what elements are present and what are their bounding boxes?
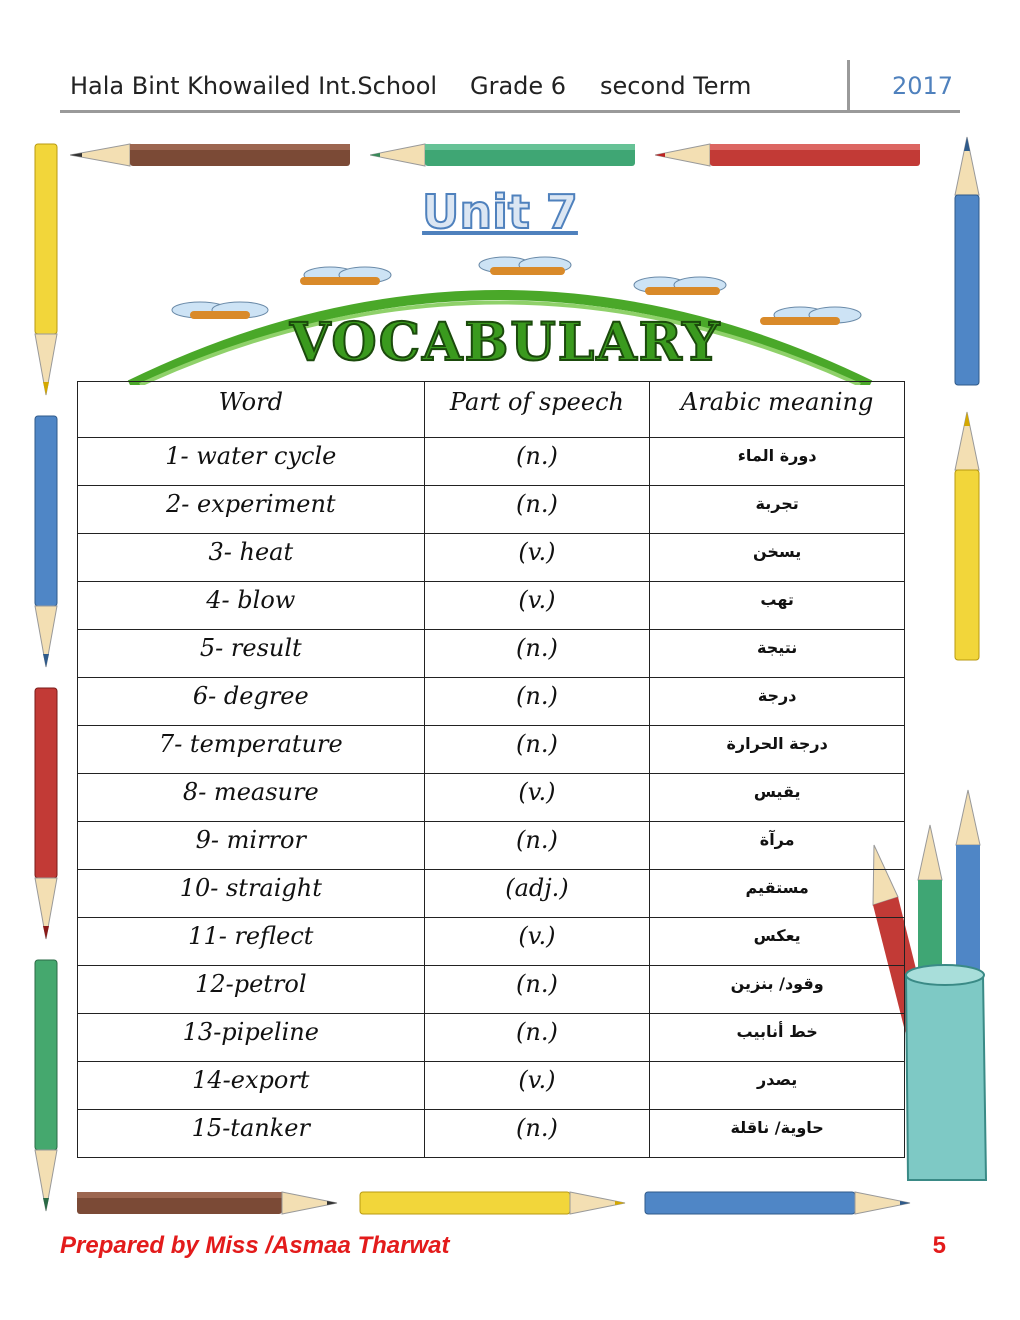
table-row xyxy=(78,966,905,1014)
table-row xyxy=(78,918,905,966)
arabic-cell: درجة الحرارة xyxy=(650,726,905,774)
table-row xyxy=(78,870,905,918)
arabic-cell: يعكس xyxy=(650,918,905,966)
pencil-yellow-left xyxy=(32,140,60,400)
table-row xyxy=(78,582,905,630)
table-row xyxy=(78,630,905,678)
column-header-part-of-speech: Part of speech xyxy=(424,382,650,438)
arabic-cell: نتيجة xyxy=(650,630,905,678)
dragonfly-icon xyxy=(634,277,726,295)
arabic-cell: يصدر xyxy=(650,1062,905,1110)
term-label: second Term xyxy=(600,72,752,100)
pencil-yellow-bottom xyxy=(355,1190,630,1216)
pos-cell: (v.) xyxy=(424,1062,650,1110)
word-cell: 5- result xyxy=(78,630,425,678)
table-row xyxy=(78,438,905,486)
word-cell: 3- heat xyxy=(78,534,425,582)
word-cell: 4- blow xyxy=(78,582,425,630)
dragonfly-icon xyxy=(760,307,861,325)
table-row xyxy=(78,1014,905,1062)
arabic-cell: يقيس xyxy=(650,774,905,822)
pos-cell: (n.) xyxy=(424,438,650,486)
table-row xyxy=(78,678,905,726)
header-divider xyxy=(847,60,850,110)
table-row xyxy=(78,1110,905,1158)
pencil-green-left xyxy=(32,956,60,1216)
table-row xyxy=(78,1062,905,1110)
pencil-red-top xyxy=(655,142,925,168)
pos-cell: (n.) xyxy=(424,726,650,774)
vocabulary-table xyxy=(77,381,905,1158)
unit-title: Unit 7 xyxy=(422,185,578,239)
arabic-cell: تجربة xyxy=(650,486,905,534)
column-header-word: Word xyxy=(78,382,425,438)
word-cell: 7- temperature xyxy=(78,726,425,774)
arabic-cell: مستقيم xyxy=(650,870,905,918)
pos-cell: (n.) xyxy=(424,678,650,726)
year-label: 2017 xyxy=(892,72,954,100)
pos-cell: (v.) xyxy=(424,534,650,582)
arabic-cell: تهب xyxy=(650,582,905,630)
table-row xyxy=(78,774,905,822)
page-number: 5 xyxy=(932,1232,946,1259)
pos-cell: (n.) xyxy=(424,1110,650,1158)
word-cell: 15-tanker xyxy=(78,1110,425,1158)
arabic-cell: دورة الماء xyxy=(650,438,905,486)
pencil-blue-left xyxy=(32,412,60,672)
pencil-brown-top xyxy=(70,142,355,168)
arabic-cell: حاوية/ ناقلة xyxy=(650,1110,905,1158)
arabic-cell: يسخن xyxy=(650,534,905,582)
table-header-row xyxy=(78,382,905,438)
arabic-cell: وقود/ بنزين xyxy=(650,966,905,1014)
page-header xyxy=(60,60,960,113)
pos-cell: (n.) xyxy=(424,1014,650,1062)
word-cell: 6- degree xyxy=(78,678,425,726)
pos-cell: (n.) xyxy=(424,822,650,870)
word-cell: 9- mirror xyxy=(78,822,425,870)
page-footer xyxy=(60,1232,950,1262)
pencil-brown-bottom xyxy=(72,1190,342,1216)
pos-cell: (n.) xyxy=(424,486,650,534)
pos-cell: (v.) xyxy=(424,774,650,822)
pos-cell: (v.) xyxy=(424,918,650,966)
word-cell: 10- straight xyxy=(78,870,425,918)
table-row xyxy=(78,822,905,870)
pos-cell: (v.) xyxy=(424,582,650,630)
pencil-yellow-right xyxy=(952,410,982,665)
pencil-blue-right xyxy=(952,135,982,390)
dragonfly-icon xyxy=(300,267,391,285)
word-cell: 1- water cycle xyxy=(78,438,425,486)
pencil-red-left xyxy=(32,684,60,944)
vocabulary-banner-label: VOCABULARY xyxy=(290,312,722,373)
pencil-blue-bottom xyxy=(640,1190,915,1216)
pos-cell: (n.) xyxy=(424,966,650,1014)
table-row xyxy=(78,486,905,534)
word-cell: 2- experiment xyxy=(78,486,425,534)
table-row xyxy=(78,534,905,582)
table-row xyxy=(78,726,905,774)
dragonfly-icon xyxy=(172,302,268,319)
pos-cell: (n.) xyxy=(424,630,650,678)
word-cell: 12-petrol xyxy=(78,966,425,1014)
arabic-cell: مرآة xyxy=(650,822,905,870)
word-cell: 14-export xyxy=(78,1062,425,1110)
word-cell: 13-pipeline xyxy=(78,1014,425,1062)
pencil-green-top xyxy=(370,142,640,168)
school-name: Hala Bint Khowailed Int.School xyxy=(70,72,438,100)
dragonfly-icon xyxy=(479,257,571,275)
column-header-arabic-meaning: Arabic meaning xyxy=(650,382,905,438)
word-cell: 11- reflect xyxy=(78,918,425,966)
prepared-by-credit: Prepared by Miss /Asmaa Tharwat xyxy=(60,1232,450,1259)
pos-cell: (adj.) xyxy=(424,870,650,918)
word-cell: 8- measure xyxy=(78,774,425,822)
grade-label: Grade 6 xyxy=(470,72,567,100)
arabic-cell: خط أنابيب xyxy=(650,1014,905,1062)
arabic-cell: درجة xyxy=(650,678,905,726)
